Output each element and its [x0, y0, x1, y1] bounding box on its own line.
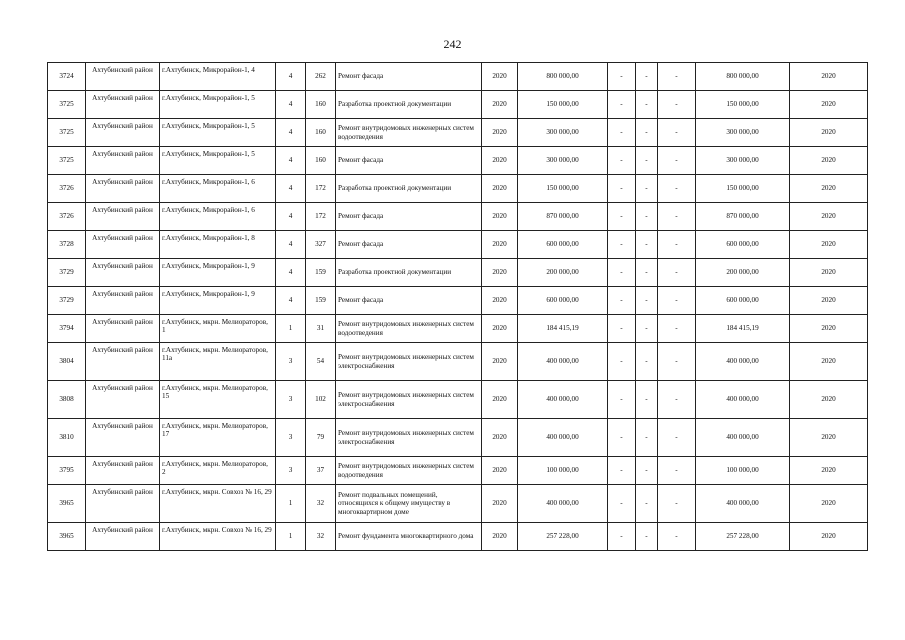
record-id: 3725 — [48, 119, 86, 147]
table-row — [48, 315, 868, 343]
fund-cell-1: - — [608, 91, 636, 119]
fund-cell-2: - — [636, 485, 658, 523]
year-cell: 2020 — [482, 175, 518, 203]
work-type-cell: Разработка проектной документации — [336, 259, 482, 287]
year-cell: 2020 — [482, 119, 518, 147]
record-id: 3729 — [48, 287, 86, 315]
fund-cell-2: - — [636, 523, 658, 551]
fund-cell-1: - — [608, 231, 636, 259]
fund-cell-2: - — [636, 147, 658, 175]
owner-funds-cell: 150 000,00 — [696, 175, 790, 203]
district-cell: Ахтубинский район — [86, 523, 160, 551]
owner-funds-cell: 300 000,00 — [696, 119, 790, 147]
year-cell: 2020 — [482, 343, 518, 381]
total-cost-cell: 400 000,00 — [518, 485, 608, 523]
table-row — [48, 259, 868, 287]
completion-year-cell: 2020 — [790, 343, 868, 381]
work-type-cell: Ремонт подвальных помещений, относящихся к общему имуществу в многоквартирном доме — [336, 485, 482, 523]
district-cell: Ахтубинский район — [86, 175, 160, 203]
district-cell: Ахтубинский район — [86, 381, 160, 419]
year-cell: 2020 — [482, 485, 518, 523]
fund-cell-3: - — [658, 175, 696, 203]
apartments-cell: 160 — [306, 119, 336, 147]
completion-year-cell: 2020 — [790, 203, 868, 231]
floors-cell: 4 — [276, 119, 306, 147]
year-cell: 2020 — [482, 91, 518, 119]
record-id: 3726 — [48, 175, 86, 203]
total-cost-cell: 800 000,00 — [518, 63, 608, 91]
fund-cell-2: - — [636, 315, 658, 343]
owner-funds-cell: 600 000,00 — [696, 287, 790, 315]
address-cell: г.Ахтубинск, мкрн. Мелиораторов, 1 — [160, 315, 276, 343]
table-row — [48, 91, 868, 119]
work-type-cell: Ремонт внутридомовых инженерных систем водоотведения — [336, 315, 482, 343]
completion-year-cell: 2020 — [790, 315, 868, 343]
apartments-cell: 172 — [306, 175, 336, 203]
record-id: 3810 — [48, 419, 86, 457]
work-type-cell: Ремонт фасада — [336, 63, 482, 91]
apartments-cell: 79 — [306, 419, 336, 457]
completion-year-cell: 2020 — [790, 287, 868, 315]
fund-cell-3: - — [658, 315, 696, 343]
fund-cell-1: - — [608, 175, 636, 203]
fund-cell-3: - — [658, 343, 696, 381]
floors-cell: 4 — [276, 287, 306, 315]
district-cell: Ахтубинский район — [86, 259, 160, 287]
table-row — [48, 231, 868, 259]
completion-year-cell: 2020 — [790, 147, 868, 175]
year-cell: 2020 — [482, 381, 518, 419]
total-cost-cell: 184 415,19 — [518, 315, 608, 343]
fund-cell-1: - — [608, 343, 636, 381]
floors-cell: 1 — [276, 315, 306, 343]
table-row — [48, 523, 868, 551]
floors-cell: 3 — [276, 343, 306, 381]
year-cell: 2020 — [482, 315, 518, 343]
fund-cell-1: - — [608, 259, 636, 287]
completion-year-cell: 2020 — [790, 63, 868, 91]
owner-funds-cell: 400 000,00 — [696, 343, 790, 381]
fund-cell-2: - — [636, 119, 658, 147]
apartments-cell: 102 — [306, 381, 336, 419]
total-cost-cell: 400 000,00 — [518, 343, 608, 381]
completion-year-cell: 2020 — [790, 259, 868, 287]
district-cell: Ахтубинский район — [86, 231, 160, 259]
work-type-cell: Ремонт внутридомовых инженерных систем электроснабжения — [336, 419, 482, 457]
year-cell: 2020 — [482, 523, 518, 551]
work-type-cell: Разработка проектной документации — [336, 175, 482, 203]
fund-cell-3: - — [658, 523, 696, 551]
apartments-cell: 327 — [306, 231, 336, 259]
record-id: 3724 — [48, 63, 86, 91]
record-id: 3804 — [48, 343, 86, 381]
fund-cell-2: - — [636, 175, 658, 203]
fund-cell-3: - — [658, 231, 696, 259]
apartments-cell: 32 — [306, 485, 336, 523]
work-type-cell: Разработка проектной документации — [336, 91, 482, 119]
year-cell: 2020 — [482, 147, 518, 175]
fund-cell-3: - — [658, 381, 696, 419]
floors-cell: 4 — [276, 231, 306, 259]
apartments-cell: 54 — [306, 343, 336, 381]
address-cell: г.Ахтубинск, Микрорайон-1, 5 — [160, 91, 276, 119]
fund-cell-1: - — [608, 203, 636, 231]
table-row — [48, 175, 868, 203]
address-cell: г.Ахтубинск, мкрн. Совхоз № 16, 29 — [160, 523, 276, 551]
apartments-cell: 159 — [306, 259, 336, 287]
fund-cell-3: - — [658, 119, 696, 147]
apartments-cell: 160 — [306, 147, 336, 175]
record-id: 3725 — [48, 147, 86, 175]
floors-cell: 3 — [276, 381, 306, 419]
fund-cell-3: - — [658, 419, 696, 457]
apartments-cell: 37 — [306, 457, 336, 485]
district-cell: Ахтубинский район — [86, 287, 160, 315]
floors-cell: 4 — [276, 259, 306, 287]
completion-year-cell: 2020 — [790, 381, 868, 419]
floors-cell: 1 — [276, 523, 306, 551]
owner-funds-cell: 150 000,00 — [696, 91, 790, 119]
record-id: 3794 — [48, 315, 86, 343]
fund-cell-1: - — [608, 457, 636, 485]
completion-year-cell: 2020 — [790, 119, 868, 147]
floors-cell: 3 — [276, 419, 306, 457]
record-id: 3728 — [48, 231, 86, 259]
district-cell: Ахтубинский район — [86, 485, 160, 523]
year-cell: 2020 — [482, 287, 518, 315]
table-row — [48, 457, 868, 485]
address-cell: г.Ахтубинск, Микрорайон-1, 4 — [160, 63, 276, 91]
work-type-cell: Ремонт фасада — [336, 287, 482, 315]
table-row — [48, 381, 868, 419]
total-cost-cell: 400 000,00 — [518, 381, 608, 419]
address-cell: г.Ахтубинск, мкрн. Мелиораторов, 11а — [160, 343, 276, 381]
apartments-cell: 262 — [306, 63, 336, 91]
fund-cell-3: - — [658, 259, 696, 287]
owner-funds-cell: 200 000,00 — [696, 259, 790, 287]
fund-cell-2: - — [636, 259, 658, 287]
fund-cell-1: - — [608, 523, 636, 551]
district-cell: Ахтубинский район — [86, 147, 160, 175]
owner-funds-cell: 100 000,00 — [696, 457, 790, 485]
completion-year-cell: 2020 — [790, 91, 868, 119]
table-row — [48, 63, 868, 91]
record-id: 3808 — [48, 381, 86, 419]
work-type-cell: Ремонт внутридомовых инженерных систем электроснабжения — [336, 381, 482, 419]
total-cost-cell: 150 000,00 — [518, 175, 608, 203]
completion-year-cell: 2020 — [790, 419, 868, 457]
floors-cell: 3 — [276, 457, 306, 485]
owner-funds-cell: 184 415,19 — [696, 315, 790, 343]
fund-cell-1: - — [608, 119, 636, 147]
fund-cell-2: - — [636, 381, 658, 419]
fund-cell-1: - — [608, 287, 636, 315]
district-cell: Ахтубинский район — [86, 315, 160, 343]
total-cost-cell: 150 000,00 — [518, 91, 608, 119]
total-cost-cell: 600 000,00 — [518, 231, 608, 259]
table-row — [48, 287, 868, 315]
fund-cell-1: - — [608, 485, 636, 523]
record-id: 3965 — [48, 523, 86, 551]
table-row — [48, 147, 868, 175]
address-cell: г.Ахтубинск, мкрн. Совхоз № 16, 29 — [160, 485, 276, 523]
address-cell: г.Ахтубинск, мкрн. Мелиораторов, 17 — [160, 419, 276, 457]
owner-funds-cell: 800 000,00 — [696, 63, 790, 91]
completion-year-cell: 2020 — [790, 175, 868, 203]
fund-cell-1: - — [608, 419, 636, 457]
owner-funds-cell: 600 000,00 — [696, 231, 790, 259]
district-cell: Ахтубинский район — [86, 203, 160, 231]
completion-year-cell: 2020 — [790, 485, 868, 523]
fund-cell-3: - — [658, 287, 696, 315]
year-cell: 2020 — [482, 231, 518, 259]
fund-cell-2: - — [636, 287, 658, 315]
floors-cell: 4 — [276, 175, 306, 203]
district-cell: Ахтубинский район — [86, 343, 160, 381]
fund-cell-3: - — [658, 485, 696, 523]
owner-funds-cell: 300 000,00 — [696, 147, 790, 175]
work-type-cell: Ремонт фасада — [336, 231, 482, 259]
floors-cell: 1 — [276, 485, 306, 523]
record-id: 3795 — [48, 457, 86, 485]
table-row — [48, 419, 868, 457]
floors-cell: 4 — [276, 63, 306, 91]
fund-cell-1: - — [608, 63, 636, 91]
district-cell: Ахтубинский район — [86, 119, 160, 147]
work-type-cell: Ремонт фасада — [336, 147, 482, 175]
work-type-cell: Ремонт внутридомовых инженерных систем водоотведения — [336, 119, 482, 147]
work-type-cell: Ремонт фасада — [336, 203, 482, 231]
district-cell: Ахтубинский район — [86, 457, 160, 485]
district-cell: Ахтубинский район — [86, 419, 160, 457]
owner-funds-cell: 400 000,00 — [696, 381, 790, 419]
total-cost-cell: 600 000,00 — [518, 287, 608, 315]
record-id: 3729 — [48, 259, 86, 287]
total-cost-cell: 870 000,00 — [518, 203, 608, 231]
page-number: 242 — [443, 37, 462, 51]
record-id: 3965 — [48, 485, 86, 523]
floors-cell: 4 — [276, 203, 306, 231]
total-cost-cell: 200 000,00 — [518, 259, 608, 287]
apartments-cell: 32 — [306, 523, 336, 551]
fund-cell-2: - — [636, 231, 658, 259]
address-cell: г.Ахтубинск, мкрн. Мелиораторов, 15 — [160, 381, 276, 419]
fund-cell-3: - — [658, 457, 696, 485]
owner-funds-cell: 257 228,00 — [696, 523, 790, 551]
fund-cell-2: - — [636, 91, 658, 119]
fund-cell-2: - — [636, 203, 658, 231]
table-row — [48, 485, 868, 523]
fund-cell-3: - — [658, 147, 696, 175]
year-cell: 2020 — [482, 457, 518, 485]
table-row — [48, 119, 868, 147]
fund-cell-2: - — [636, 343, 658, 381]
floors-cell: 4 — [276, 147, 306, 175]
district-cell: Ахтубинский район — [86, 63, 160, 91]
year-cell: 2020 — [482, 203, 518, 231]
fund-cell-1: - — [608, 315, 636, 343]
completion-year-cell: 2020 — [790, 231, 868, 259]
completion-year-cell: 2020 — [790, 457, 868, 485]
fund-cell-1: - — [608, 381, 636, 419]
total-cost-cell: 400 000,00 — [518, 419, 608, 457]
fund-cell-2: - — [636, 63, 658, 91]
fund-cell-3: - — [658, 91, 696, 119]
address-cell: г.Ахтубинск, Микрорайон-1, 8 — [160, 231, 276, 259]
fund-cell-1: - — [608, 147, 636, 175]
year-cell: 2020 — [482, 419, 518, 457]
district-cell: Ахтубинский район — [86, 91, 160, 119]
address-cell: г.Ахтубинск, мкрн. Мелиораторов, 2 — [160, 457, 276, 485]
record-id: 3725 — [48, 91, 86, 119]
address-cell: г.Ахтубинск, Микрорайон-1, 5 — [160, 119, 276, 147]
table-row — [48, 343, 868, 381]
total-cost-cell: 100 000,00 — [518, 457, 608, 485]
address-cell: г.Ахтубинск, Микрорайон-1, 6 — [160, 203, 276, 231]
total-cost-cell: 257 228,00 — [518, 523, 608, 551]
fund-cell-2: - — [636, 419, 658, 457]
total-cost-cell: 300 000,00 — [518, 119, 608, 147]
work-type-cell: Ремонт фундамента многоквартирного дома — [336, 523, 482, 551]
owner-funds-cell: 400 000,00 — [696, 485, 790, 523]
apartments-cell: 172 — [306, 203, 336, 231]
apartments-cell: 159 — [306, 287, 336, 315]
completion-year-cell: 2020 — [790, 523, 868, 551]
address-cell: г.Ахтубинск, Микрорайон-1, 5 — [160, 147, 276, 175]
owner-funds-cell: 870 000,00 — [696, 203, 790, 231]
address-cell: г.Ахтубинск, Микрорайон-1, 9 — [160, 259, 276, 287]
apartments-cell: 31 — [306, 315, 336, 343]
apartments-cell: 160 — [306, 91, 336, 119]
repair-program-table — [47, 62, 868, 551]
address-cell: г.Ахтубинск, Микрорайон-1, 6 — [160, 175, 276, 203]
address-cell: г.Ахтубинск, Микрорайон-1, 9 — [160, 287, 276, 315]
floors-cell: 4 — [276, 91, 306, 119]
record-id: 3726 — [48, 203, 86, 231]
owner-funds-cell: 400 000,00 — [696, 419, 790, 457]
year-cell: 2020 — [482, 63, 518, 91]
year-cell: 2020 — [482, 259, 518, 287]
fund-cell-3: - — [658, 63, 696, 91]
work-type-cell: Ремонт внутридомовых инженерных систем электроснабжения — [336, 343, 482, 381]
fund-cell-2: - — [636, 457, 658, 485]
total-cost-cell: 300 000,00 — [518, 147, 608, 175]
fund-cell-3: - — [658, 203, 696, 231]
table-row — [48, 203, 868, 231]
work-type-cell: Ремонт внутридомовых инженерных систем водоотведения — [336, 457, 482, 485]
